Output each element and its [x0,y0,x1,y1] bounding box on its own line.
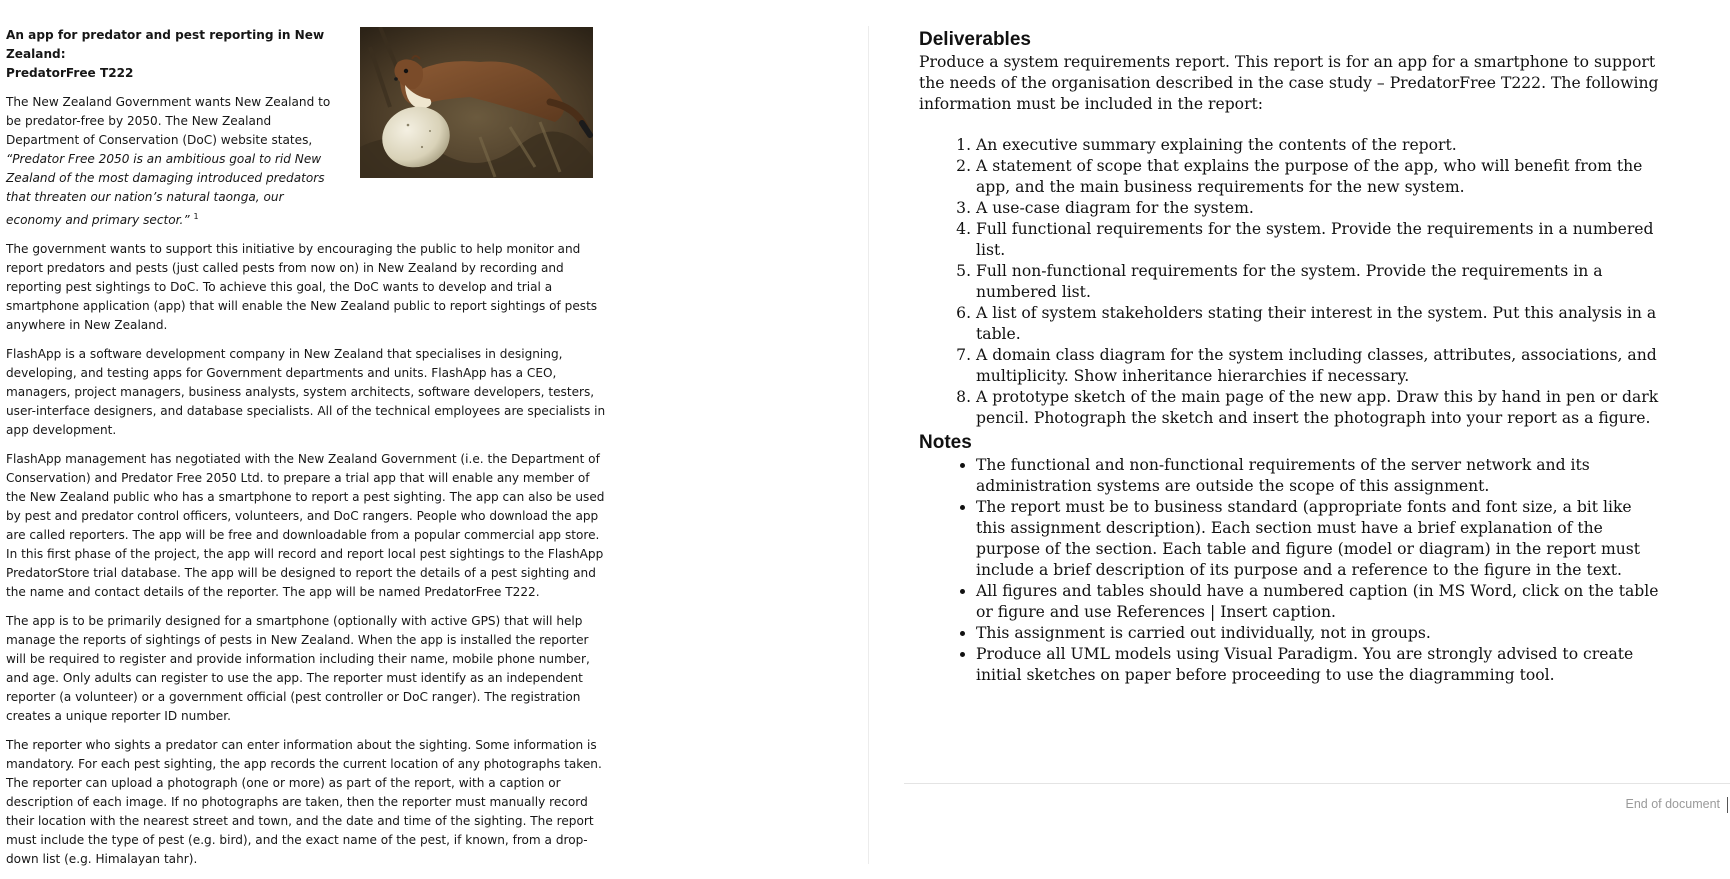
deliverable-item: 8. A prototype sketch of the main page of the new app. Draw this by hand in pen or dark pencil. Photograph the sketch and insert the photograph into your report as a figure. [976,387,1659,429]
note-item: • The functional and non-functional requirements of the server network and its administration systems are outside the scope of this assignment. [976,455,1659,497]
title-line-1: An app for predator and pest reporting in New Zealand: [6,28,325,61]
case-study-column [6,26,606,879]
stoat-image [360,27,593,178]
end-of-document-label: End of document [1625,797,1720,811]
footer-divider [904,783,1730,784]
deliverable-item: 3. A use-case diagram for the system. [976,198,1659,219]
deliverables-column [919,28,1659,686]
paragraph-sighting-report: The reporter who sights a predator can enter information about the sighting. Some information is mandatory. For each pest sighting, the app records the current location of any photographs taken. The reporter can upload a photograph (one or more) as part of the report, with a caption or description of each image. If no photographs are taken, then the reporter must manually record their location with the nearest street and town, and the date and time of the sighting. The report must include the type of pest (e.g. bird), and the exact name of the pest, if known, from a drop-down list (e.g. Himalayan tahr). [6,738,602,867]
intro-text-block [6,26,341,230]
column-divider [868,26,869,864]
deliverable-item: 2. A statement of scope that explains the purpose of the app, who will benefit from the app, and the main business requirements for the new system. [976,156,1659,198]
note-item: • The report must be to business standard (appropriate fonts and font size, a bit like this assignment description). Each section must have a brief explanation of the purpose of the section. Each table and figure (model or diagram) in the report must include a brief description of its purpose and a reference to the figure in the text. [976,497,1659,581]
paragraph-government-initiative: The government wants to support this initiative by encouraging the public to help monitor and report predators and pests (just called pests from now on) in New Zealand by recording and reporting pest sightings to DoC. To achieve this goal, the DoC wants to develop and trial a smartphone application (app) that will enable the New Zealand public to report sightings of pests anywhere in New Zealand. [6,242,598,333]
intro-paragraph [6,93,341,230]
deliverables-heading: Deliverables [919,29,1031,50]
notes-heading: Notes [919,432,972,453]
title-line-2: PredatorFree T222 [6,66,134,80]
footnote-marker: 1 [193,212,199,221]
note-item: • This assignment is carried out individually, not in groups. [976,623,1659,644]
paragraph-trial-app: FlashApp management has negotiated with the New Zealand Government (i.e. the Department of Conservation) and Predator Free 2050 Ltd. to prepare a trial app that will enable any member of the New Zealand public who has a smartphone to report a pest sighting. The app can also be used by pest and predator control officers, volunteers, and DoC rangers. People who download the app are called reporters. The app will be free and downloadable from a popular commercial app store. In this first phase of the project, the app will record and report local pest sightings to the FlashApp PredatorStore trial database. The app will be designed to report the details of a pest sighting and the name and contact details of the reporter. The app will be named PredatorFree T222. [6,452,605,600]
case-study-title [6,26,341,83]
deliverable-item: 4. Full functional requirements for the system. Provide the requirements in a numbered list. [976,219,1659,261]
note-item: • All figures and tables should have a numbered caption (in MS Word, click on the table or figure and use References | Insert caption. [976,581,1659,623]
note-item: • Produce all UML models using Visual Paradigm. You are strongly advised to create initial sketches on paper before proceeding to use the diagramming tool. [976,644,1659,686]
doc-quote: “Predator Free 2050 is an ambitious goal to rid New Zealand of the most damaging introduced predators that threaten our nation’s natural taonga, our economy and primary sector.” [6,152,325,228]
deliverable-item: 5. Full non-functional requirements for the system. Provide the requirements in a numbered list. [976,261,1659,303]
paragraph-app-registration: The app is to be primarily designed for a smartphone (optionally with active GPS) that will help manage the reports of sightings of pests in New Zealand. When the app is installed the reporter will be required to register and provide information including their name, mobile phone number, and age. Only adults can register to use the app. The reporter must identify as an independent reporter (a volunteer) or a government official (pest controller or DoC ranger). The registration creates a unique reporter ID number. [6,614,590,724]
notes-list [919,455,1659,686]
text-cursor [1727,797,1728,813]
deliverable-item: 1. An executive summary explaining the contents of the report. [976,135,1659,156]
deliverables-intro: Produce a system requirements report. This report is for an app for a smartphone to support the needs of the organisation described in the case study – PredatorFree T222. The following information must be included in the report: [919,53,1659,113]
intro-text: The New Zealand Government wants New Zealand to be predator-free by 2050. The New Zealand Department of Conservation (DoC) website states, [6,95,331,147]
deliverable-item: 6. A list of system stakeholders stating their interest in the system. Put this analysis in a table. [976,303,1659,345]
intro-section [6,26,606,230]
stoat-photo [360,27,593,178]
deliverable-item: 7. A domain class diagram for the system including classes, attributes, associations, and multiplicity. Show inheritance hierarchies if necessary. [976,345,1659,387]
deliverables-list [919,135,1659,429]
paragraph-flashapp-company: FlashApp is a software development company in New Zealand that specialises in designing, developing, and testing apps for Government departments and units. FlashApp has a CEO, managers, project managers, business analysts, system architects, software developers, testers, user-interface designers, and database specialists. All of the technical employees are specialists in app development. [6,347,606,438]
